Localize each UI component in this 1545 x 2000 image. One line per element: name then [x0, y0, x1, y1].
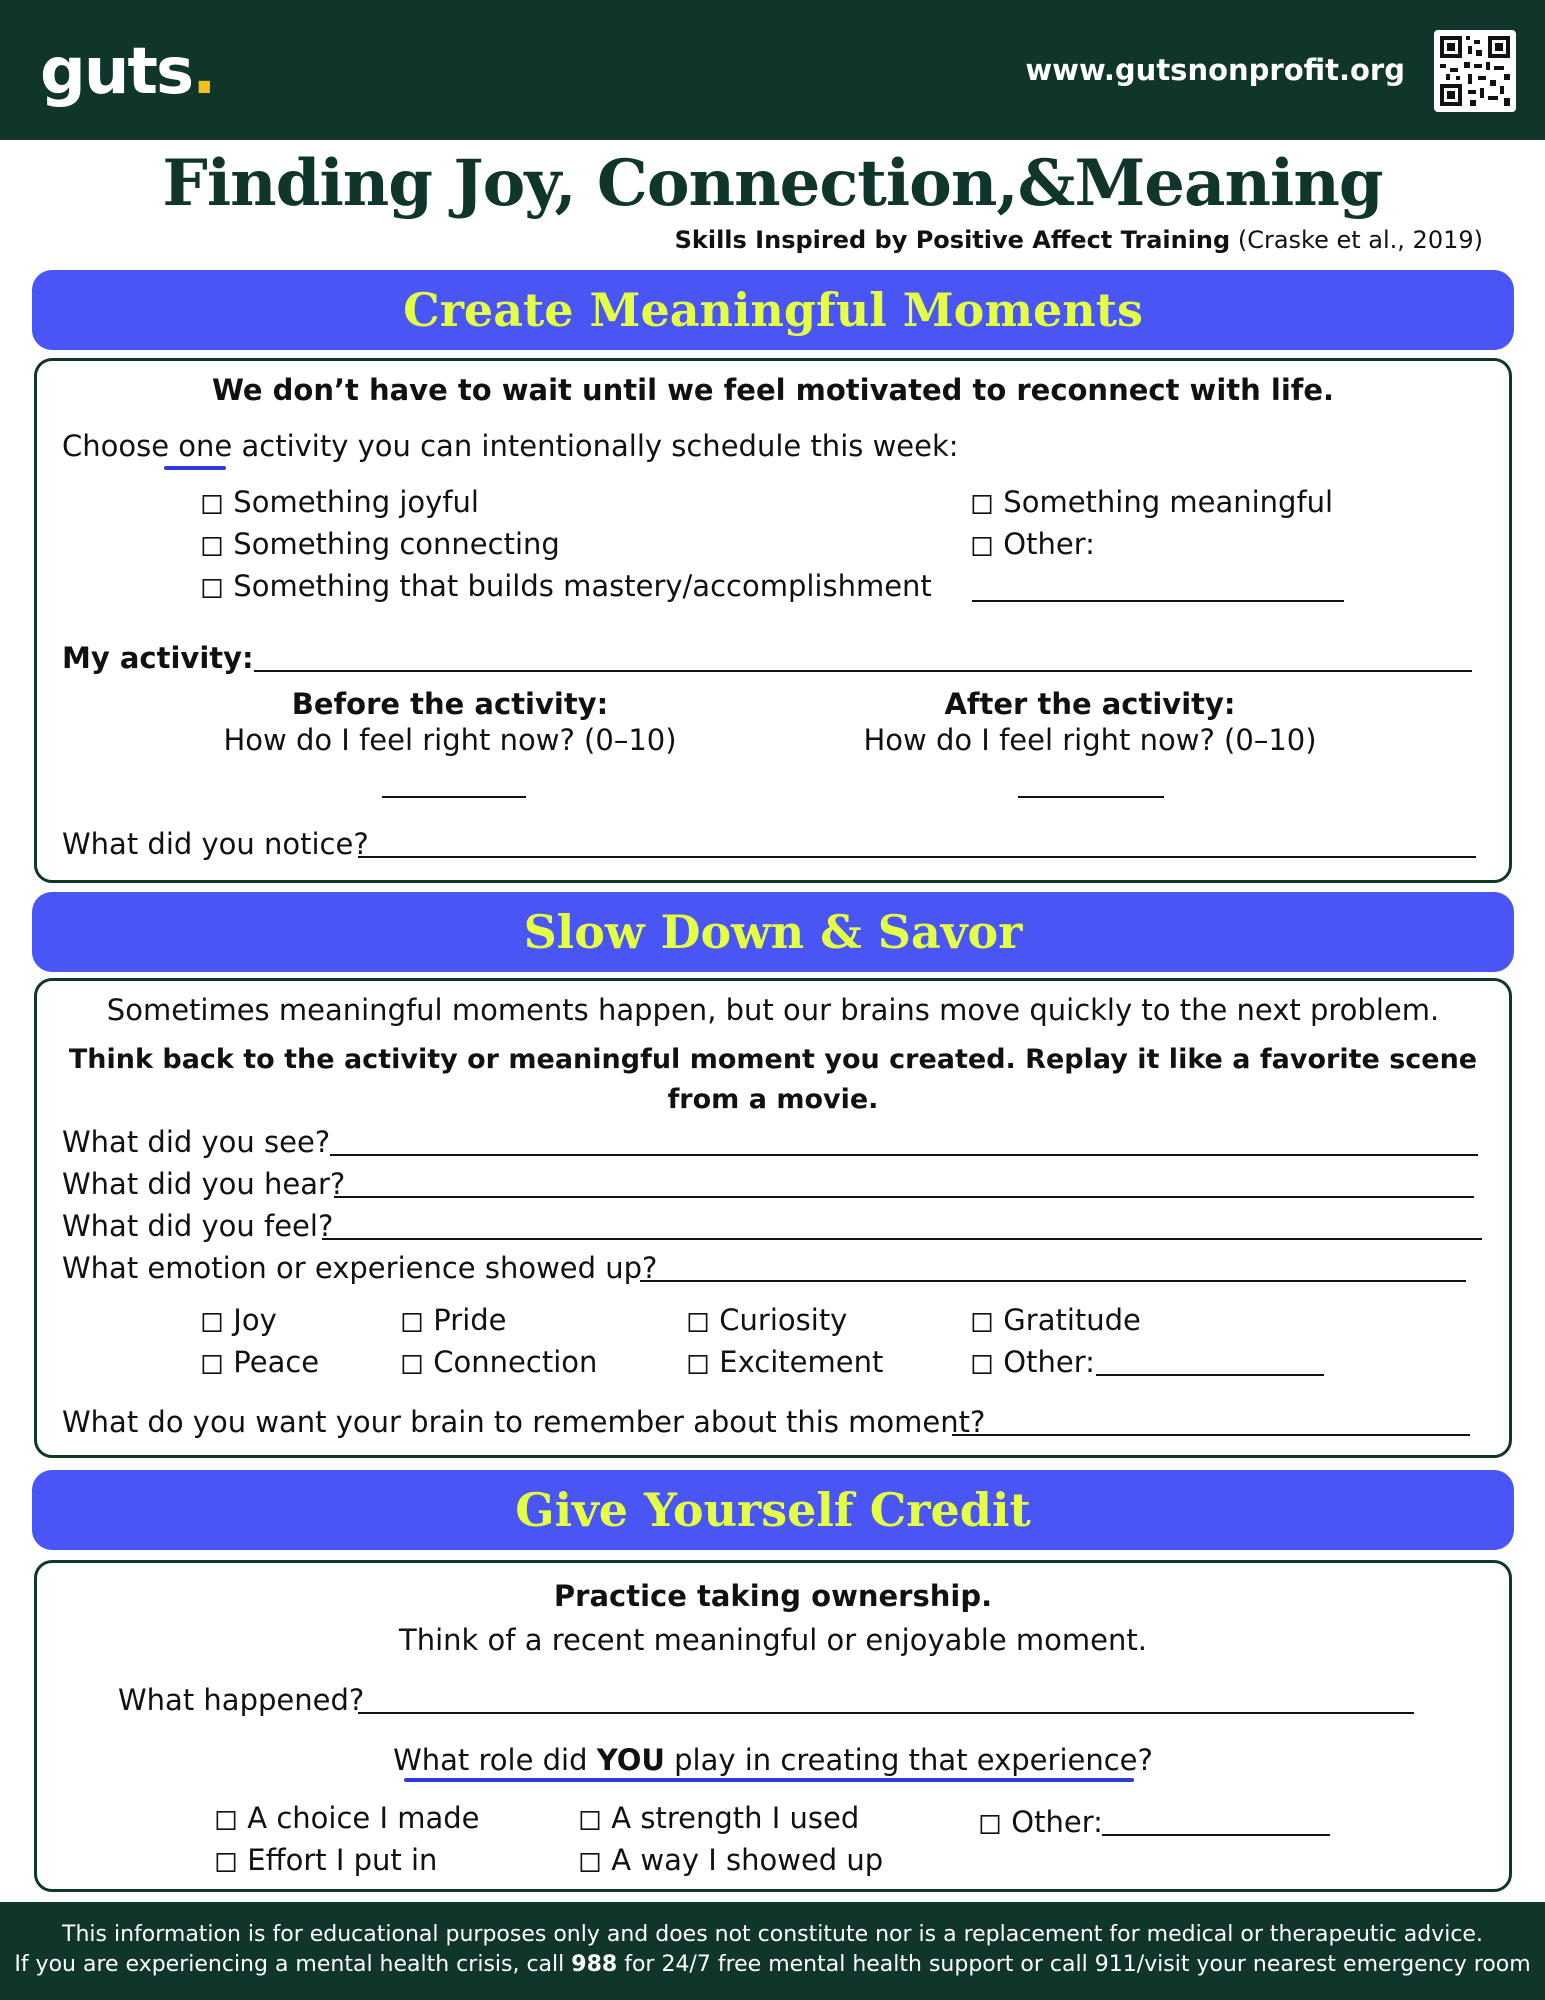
- see-line[interactable]: [330, 1154, 1478, 1156]
- role-question-underline: [404, 1778, 1134, 1782]
- section2-intro: Sometimes meaningful moments happen, but our brains move quickly to the next problem.: [106, 993, 1440, 1027]
- happened-line[interactable]: [358, 1712, 1414, 1714]
- emotion-gratitude[interactable]: ◻ Gratitude: [970, 1303, 1141, 1337]
- emotion-label: What emotion or experience showed up?: [62, 1251, 658, 1285]
- before-activity-question: How do I feel right now? (0–10): [223, 723, 677, 757]
- my-activity-label: My activity:: [62, 641, 254, 675]
- emotion-other-line[interactable]: [1096, 1374, 1324, 1376]
- qr-code-icon: [1434, 30, 1516, 112]
- option-other[interactable]: ◻ Other:: [970, 527, 1095, 561]
- option-something-connecting[interactable]: ◻ Something connecting: [200, 527, 560, 561]
- hear-label: What did you hear?: [62, 1167, 346, 1201]
- section-banner-give-yourself-credit: Give Yourself Credit: [32, 1470, 1514, 1550]
- notice-line[interactable]: [358, 856, 1476, 858]
- section1-prompt: Choose one activity you can intentionally schedule this week:: [62, 429, 959, 463]
- footer-line1: This information is for educational purposes only and does not constitute nor is a replacement for medical or therapeutic advice.: [62, 1922, 1483, 1947]
- section-banner-slow-down-savor: Slow Down & Savor: [32, 892, 1514, 972]
- section2-instruction-line1: Think back to the activity or meaningful moment you created. Replay it like a favorite scene: [68, 1044, 1478, 1075]
- section3-heading: Practice taking ownership.: [553, 1579, 993, 1613]
- notice-label: What did you notice?: [62, 827, 369, 861]
- option-something-meaningful[interactable]: ◻ Something meaningful: [970, 485, 1334, 519]
- section-banner-create-meaningful-moments: Create Meaningful Moments: [32, 270, 1514, 350]
- feel-label: What did you feel?: [62, 1209, 334, 1243]
- emotion-other[interactable]: ◻ Other:: [970, 1345, 1095, 1379]
- role-question: What role did YOU play in creating that experience?: [393, 1743, 1153, 1777]
- emotion-pride[interactable]: ◻ Pride: [400, 1303, 507, 1337]
- section3-intro: Think of a recent meaningful or enjoyable moment.: [399, 1623, 1147, 1657]
- role-strength[interactable]: ◻ A strength I used: [578, 1801, 860, 1835]
- footer-line2: If you are experiencing a mental health crisis, call 988 for 24/7 free mental health support or call 911/visit your nearest emergency room: [14, 1952, 1531, 1977]
- website-link[interactable]: www.gutsnonprofit.org: [1025, 53, 1405, 87]
- footer-disclaimer: [0, 1902, 1545, 2000]
- after-activity-title: After the activity:: [944, 687, 1236, 721]
- remember-line[interactable]: [952, 1434, 1470, 1436]
- before-score-line[interactable]: [382, 796, 526, 798]
- page-title: Finding Joy, Connection,&Meaning: [162, 146, 1383, 221]
- after-score-line[interactable]: [1018, 796, 1164, 798]
- see-label: What did you see?: [62, 1125, 331, 1159]
- emotion-connection[interactable]: ◻ Connection: [400, 1345, 598, 1379]
- feel-line[interactable]: [322, 1238, 1482, 1240]
- hear-line[interactable]: [334, 1196, 1474, 1198]
- option-something-mastery[interactable]: ◻ Something that builds mastery/accomplishment: [200, 569, 932, 603]
- emotion-line[interactable]: [640, 1280, 1466, 1282]
- happened-label: What happened?: [118, 1683, 365, 1717]
- role-effort[interactable]: ◻ Effort I put in: [214, 1843, 438, 1877]
- other-blank-line[interactable]: [972, 600, 1344, 602]
- section2-instruction-line2: from a movie.: [667, 1084, 879, 1115]
- option-something-joyful[interactable]: ◻ Something joyful: [200, 485, 479, 519]
- page-subtitle: Skills Inspired by Positive Affect Training (Craske et al., 2019): [674, 226, 1483, 254]
- my-activity-line[interactable]: [254, 670, 1472, 672]
- role-choice[interactable]: ◻ A choice I made: [214, 1801, 480, 1835]
- one-underline: [164, 466, 226, 470]
- after-activity-question: How do I feel right now? (0–10): [863, 723, 1317, 757]
- emotion-joy[interactable]: ◻ Joy: [200, 1303, 277, 1337]
- before-activity-title: Before the activity:: [291, 687, 609, 721]
- emotion-peace[interactable]: ◻ Peace: [200, 1345, 320, 1379]
- remember-label: What do you want your brain to remember about this moment?: [62, 1405, 986, 1439]
- role-other-line[interactable]: [1102, 1834, 1330, 1836]
- section1-heading: We don’t have to wait until we feel motivated to reconnect with life.: [211, 373, 1335, 407]
- emotion-curiosity[interactable]: ◻ Curiosity: [686, 1303, 848, 1337]
- role-showed-up[interactable]: ◻ A way I showed up: [578, 1843, 884, 1877]
- emotion-excitement[interactable]: ◻ Excitement: [686, 1345, 884, 1379]
- guts-logo: guts.: [40, 35, 215, 109]
- role-other[interactable]: ◻ Other:: [978, 1805, 1103, 1839]
